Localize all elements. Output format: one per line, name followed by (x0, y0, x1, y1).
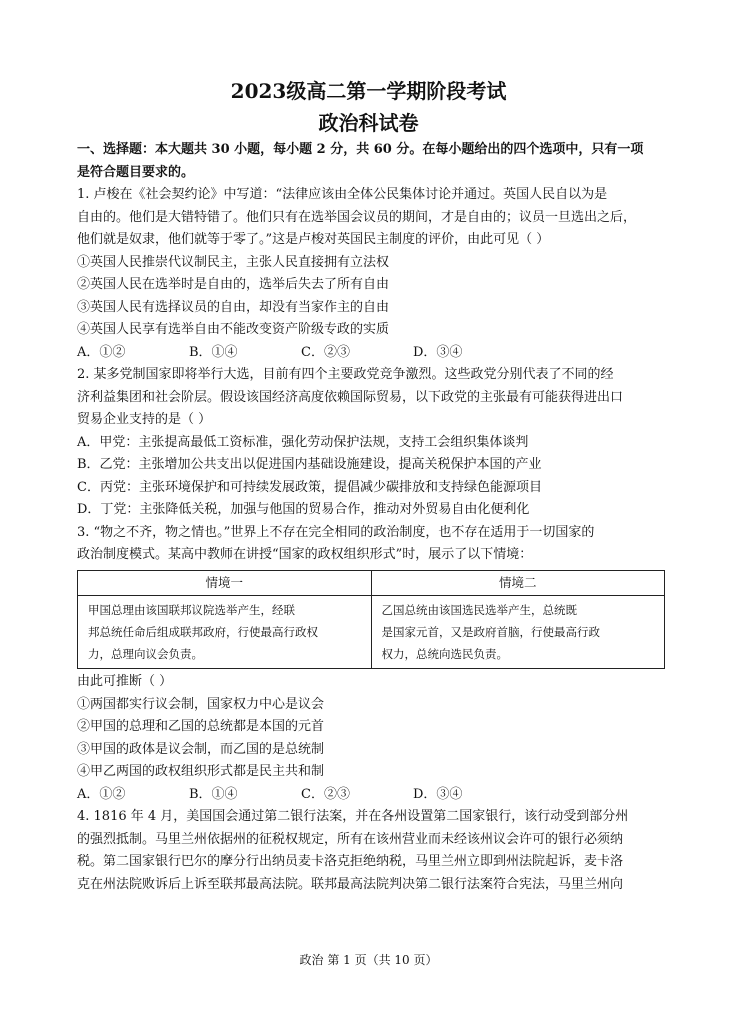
question-3-prompt: 由此可推断（ ） (77, 674, 173, 689)
question-1 (77, 184, 663, 364)
question-2-option-c: C．丙党：主张环境保护和可持续发展政策，提倡减少碳排放和支持绿色能源项目 (77, 479, 542, 495)
question-1-option-b: B．①④ (189, 344, 238, 360)
question-3-item: ③甲国的政体是议会制，而乙国的是总统制 (77, 741, 325, 757)
question-1-option-c: C．②③ (301, 344, 350, 360)
question-3-option-c: C．②③ (301, 786, 350, 802)
question-4-stem-line: 的强烈抵制。马里兰州依据州的征税权规定，所有在该州营业而未经该州议会许可的银行必须纳 (77, 831, 624, 847)
situation-table-header-2: 情境二 (371, 570, 665, 596)
question-1-item: ④英国人民享有选举自由不能改变资产阶级专政的实质 (77, 322, 390, 337)
question-1-option-d: D．③④ (413, 344, 463, 360)
situation-two-cell (371, 596, 665, 669)
exam-title: 2023级高二第一学期阶段考试 (230, 79, 507, 103)
situation-two-text: 是国家元首，又是政府首脑，行使最高行政 (381, 625, 600, 639)
question-1-item: ②英国人民在选举时是自由的，选举后失去了所有自由 (77, 277, 390, 292)
question-3-option-d: D．③④ (413, 786, 463, 802)
situation-one-cell (78, 596, 372, 669)
situation-two-text: 乙国总统由该国选民选举产生，总统既 (381, 603, 577, 617)
situation-table-body-row (78, 596, 665, 669)
question-2-option-a: A．甲党：主张提高最低工资标准，强化劳动保护法规，支持工会组织集体谈判 (77, 434, 529, 450)
question-4-stem-line: 税。第二国家银行巴尔的摩分行出纳员麦卡洛克拒绝纳税，马里兰州立即到州法院起诉，麦卡洛 (77, 854, 624, 869)
question-1-option-a: A．①② (77, 344, 126, 360)
situation-two-text: 权力，总统向选民负责。 (381, 647, 508, 661)
question-1-stem-line: 自由的。他们是大错特错了。他们只有在选举国会议员的期间，才是自由的；议员一旦选出之后， (77, 209, 637, 225)
page-footer: 政治 第 1 页（共 10 页） (299, 953, 438, 967)
section-heading-line-1: 一、选择题：本大题共 30 小题，每小题 2 分，共 60 分。在每小题给出的四个选项中，只有一项 (77, 142, 644, 157)
question-3-option-b: B．①④ (189, 786, 238, 802)
question-3-item: ②甲国的总理和乙国的总统都是本国的元首 (77, 719, 325, 734)
question-3-stem-line: 政治制度模式。某高中教师在讲授“国家的政权组织形式”时，展示了以下情境： (77, 547, 533, 562)
question-3-option-a: A．①② (77, 786, 126, 802)
question-1-item: ①英国人民推崇代议制民主，主张人民直接拥有立法权 (77, 254, 390, 270)
question-3-options (77, 784, 663, 807)
question-2-stem-line: 2. 某多党制国家即将举行大选，目前有四个主要政党竞争激烈。这些政党分别代表了不同的经 (77, 367, 614, 382)
question-3-stem-line: 3. “物之不齐，物之情也。”世界上不存在完全相同的政治制度，也不存在适用于一切国家的 (77, 524, 595, 540)
section-heading-line-2: 是符合题目要求的。 (77, 164, 195, 180)
question-2-stem-line: 贸易企业支持的是（ ） (77, 412, 212, 427)
situation-one-text: 甲国总理由该国联邦议院选举产生，经联 (88, 603, 295, 617)
question-2 (77, 364, 663, 522)
situation-one-text: 邦总统任命后组成联邦政府，行使最高行政权 (88, 625, 318, 639)
question-1-stem-line: 1. 卢梭在《社会契约论》中写道：“法律应该由全体公民集体讨论并通过。英国人民自以为是 (77, 187, 608, 202)
exam-subtitle: 政治科试卷 (318, 111, 419, 135)
question-2-stem-line: 济利益集团和社会阶层。假设该国经济高度依赖国际贸易，以下政党的主张最有可能获得进出口 (77, 389, 624, 405)
question-1-item: ③英国人民有选择议员的自由，却没有当家作主的自由 (77, 299, 390, 315)
situation-table-header-1: 情境一 (78, 570, 372, 596)
exam-content (77, 139, 663, 896)
question-1-options (77, 342, 663, 365)
question-2-option-d: D．丁党：主张降低关税，加强与他国的贸易合作，推动对外贸易自由化便利化 (77, 502, 530, 517)
question-4-stem-line: 克在州法院败诉后上诉至联邦最高法院。联邦最高法院判决第二银行法案符合宪法，马里兰州向 (77, 876, 624, 892)
question-2-option-b: B．乙党：主张增加公共支出以促进国内基础设施建设，提高关税保护本国的产业 (77, 457, 542, 472)
question-3-item: ①两国都实行议会制，国家权力中心是议会 (77, 696, 325, 712)
question-1-stem-line: 他们就是奴隶，他们就等于零了。”这是卢梭对英国民主制度的评价，由此可见（ ） (77, 232, 550, 247)
situation-table (77, 570, 665, 670)
situation-one-text: 力，总理向议会负责。 (88, 647, 203, 661)
situation-table-header-row (78, 570, 665, 596)
question-3 (77, 522, 663, 807)
question-3-item: ④甲乙两国的政权组织形式都是民主共和制 (77, 764, 325, 779)
question-4 (77, 806, 663, 896)
question-4-stem-line: 4. 1816 年 4 月，美国国会通过第二银行法案，并在各州设置第二国家银行，该行动受到部分州 (77, 809, 629, 824)
